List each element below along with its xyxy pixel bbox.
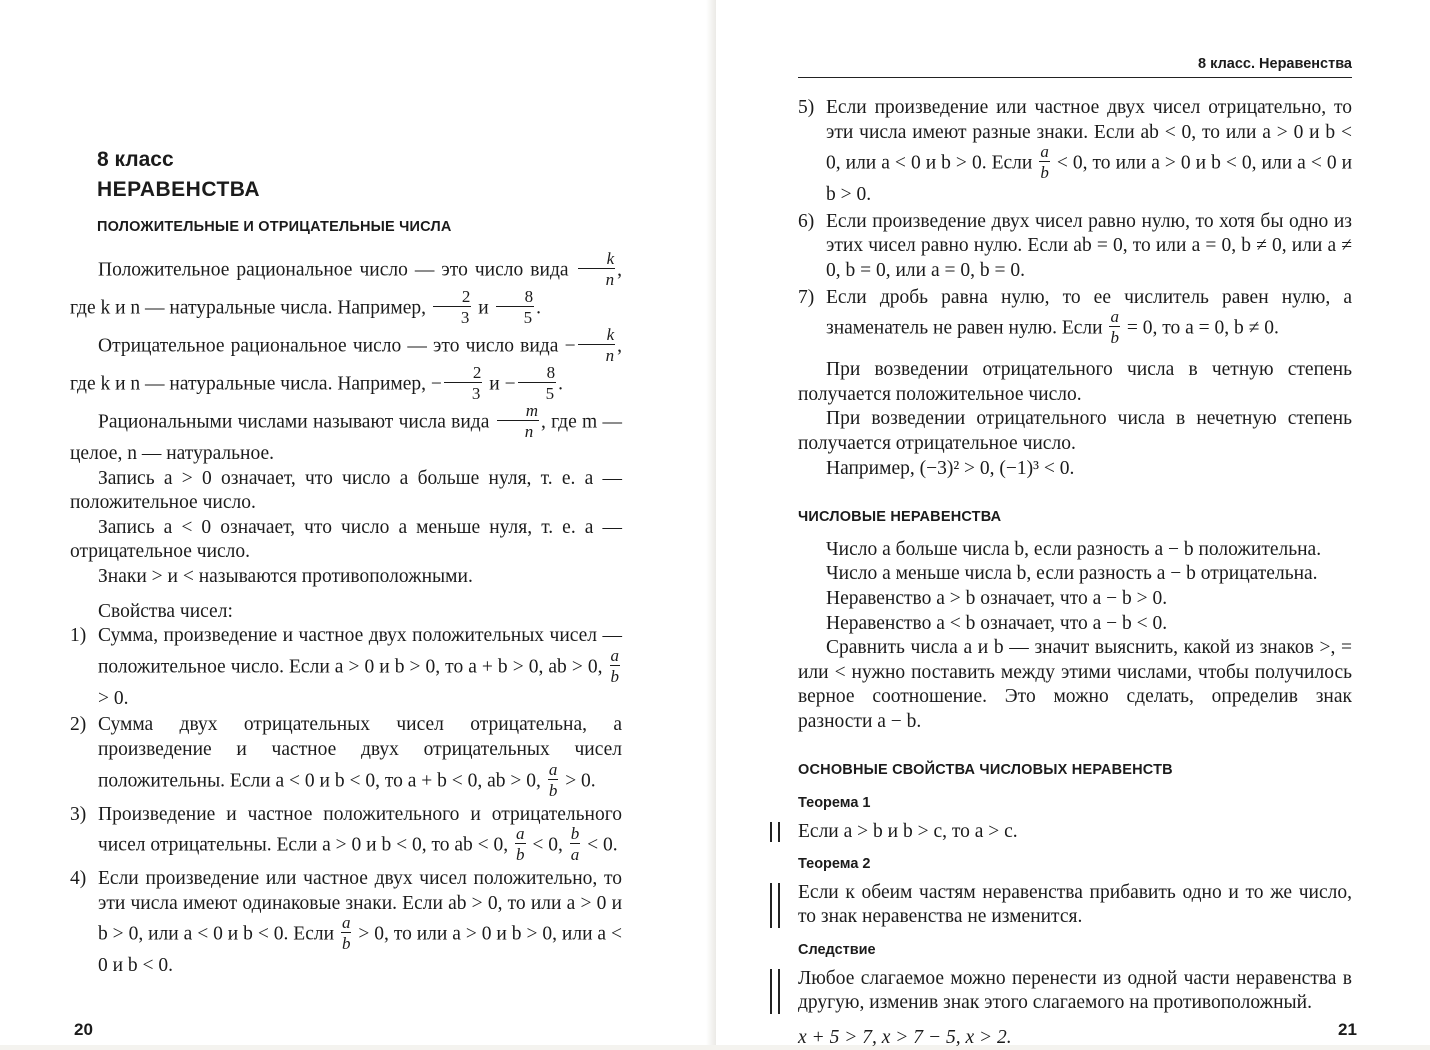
corollary-text: Любое слагаемое можно перенести из одной части неравенства в другую, изменив знак этого слагаемого на противоположный.	[798, 967, 1352, 1014]
right-text-column	[798, 96, 1352, 1050]
property-item-2: 2) Сумма двух отрицательных чисел отрицательна, а произведение и частное двух отрицательных чисел положительны. Если a < 0 и b < 0, то a + b < 0, ab > 0, $\frac{a}{b}$ > 0.	[70, 714, 622, 800]
property-item-3: 3) Произведение и частное положительного и отрицательного чисел отрицательны. Если a > 0 и b < 0, то ab < 0, $\frac{a}{b}$ < 0, $\frac{b}{a}$ < 0.	[70, 803, 622, 865]
paragraph-compare: Сравнить числа a и b — значит выяснить, какой из знаков >, = или < нужно поставить между этими числами, чтобы получилось верное соотношение. Это можно сделать, определив знак разности a − b.	[798, 637, 1352, 732]
paragraph-positive: Положительное рациональное число — это число вида $\frac{k}{n}$ , где k и n — натуральные числа. Например, $\frac{2}{3}$ и $\frac{8}{5}$ .	[70, 249, 623, 327]
property-item-6: 6) Если произведение двух чисел равно нулю, то хотя бы одно из этих чисел равно нулю. Если ab = 0, то или a = 0, b ≠ 0, или a ≠ 0, b = 0, или a = 0, b = 0.	[798, 210, 1352, 281]
section-heading-inequalities: ЧИСЛОВЫЕ НЕРАВЕНСТВА	[798, 509, 1002, 526]
paragraph-opposite-signs: Знаки > и < называются противоположными.	[98, 565, 473, 587]
theorem-2-text: Если к обеим частям неравенства прибавить одно и то же число, то знак неравенства не изменится.	[798, 881, 1352, 928]
section-heading-numbers: ПОЛОЖИТЕЛЬНЫЕ И ОТРИЦАТЕЛЬНЫЕ ЧИСЛА	[97, 219, 452, 235]
paragraph-a-negative: Запись a < 0 означает, что число a меньше нуля, т. е. a — отрицательное число.	[70, 516, 622, 563]
section-heading-properties: ОСНОВНЫЕ СВОЙСТВА ЧИСЛОВЫХ НЕРАВЕНСТВ	[798, 762, 1173, 779]
left-text-column	[70, 249, 623, 979]
property-item-5: 5) Если произведение или частное двух чисел отрицательно, то эти числа имеют разные знаки. Если ab < 0, то или a > 0 и b < 0, или a < 0 и b > 0. Если $\frac{a}{b}$ < 0, то или a > 0 и b < 0, или a < 0 и b > 0.	[798, 97, 1353, 206]
properties-title: Свойства чисел:	[98, 600, 233, 622]
paragraph-greater: Число a больше числа b, если разность a − b положительна.	[826, 538, 1322, 560]
paragraph-even-power: При возведении отрицательного числа в четную степень получается положительное число.	[798, 359, 1352, 405]
theorem-1-text: Если a > b и b > c, то a > c.	[798, 820, 1018, 842]
property-item-1: 1) Сумма, произведение и частное двух положительных чисел — положительное число. Если a > 0 и b > 0, то a + b > 0, ab > 0, $\frac{a}{b}$ > 0.	[70, 625, 622, 709]
left-page	[0, 0, 714, 1045]
corollary-box	[798, 967, 1352, 1016]
theorem-1-box	[798, 820, 1352, 845]
topic-heading: НЕРАВЕНСТВА	[97, 178, 261, 201]
grade-heading: 8 класс	[97, 148, 174, 171]
example-line: x + 5 > 7, x > 7 − 5, x > 2.	[798, 1026, 1012, 1048]
paragraph-power-example: Например, (−3)² > 0, (−1)³ < 0.	[826, 457, 1075, 479]
property-item-7: 7) Если дробь равна нулю, то ее числитель равен нулю, а знаменатель не равен нулю. Если $\frac{a}{b}$ = 0, то a = 0, b ≠ 0.	[798, 286, 1352, 348]
paragraph-ineq-greater: Неравенство a > b означает, что a − b > 0.	[826, 587, 1168, 609]
page-number-left: 20	[74, 1020, 93, 1039]
theorem-2-title: Теорема 2	[798, 856, 871, 873]
property-item-4: 4) Если произведение или частное двух чисел положительно, то эти числа имеют одинаковые знаки. Если ab > 0, то или a > 0 и b > 0, или a < 0 и b < 0. Если $\frac{a}{b}$ > 0, то или a > 0 и b > 0, или a < 0 и b < 0.	[70, 868, 622, 977]
paragraph-odd-power: При возведении отрицательного числа в нечетную степень получается отрицательное число.	[798, 408, 1352, 454]
page-number-right: 21	[1338, 1020, 1357, 1039]
paragraph-rational: Рациональными числами называют числа вида $\frac{m}{n}$ , где m — целое, n — натуральное.	[70, 401, 622, 464]
paragraph-a-positive: Запись a > 0 означает, что число a больше нуля, т. е. a — положительное число.	[70, 467, 622, 514]
running-head: 8 класс. Неравенства	[798, 56, 1352, 78]
corollary-title: Следствие	[798, 942, 876, 959]
paragraph-less: Число a меньше числа b, если разность a − b отрицательна.	[826, 563, 1318, 585]
paragraph-negative: Отрицательное рациональное число — это число вида − $\frac{k}{n}$ , где k и n — натуральные числа. Например, − $\frac{2}{3}$ и − $\frac{8}{5}$ .	[70, 325, 622, 403]
right-page	[716, 0, 1430, 1048]
theorem-2-box	[798, 881, 1352, 930]
paragraph-ineq-less: Неравенство a < b означает, что a − b < 0.	[826, 612, 1168, 634]
fraction-k-n: $\frac{k}{n}$	[578, 250, 616, 288]
theorem-1-title: Теорема 1	[798, 795, 871, 812]
